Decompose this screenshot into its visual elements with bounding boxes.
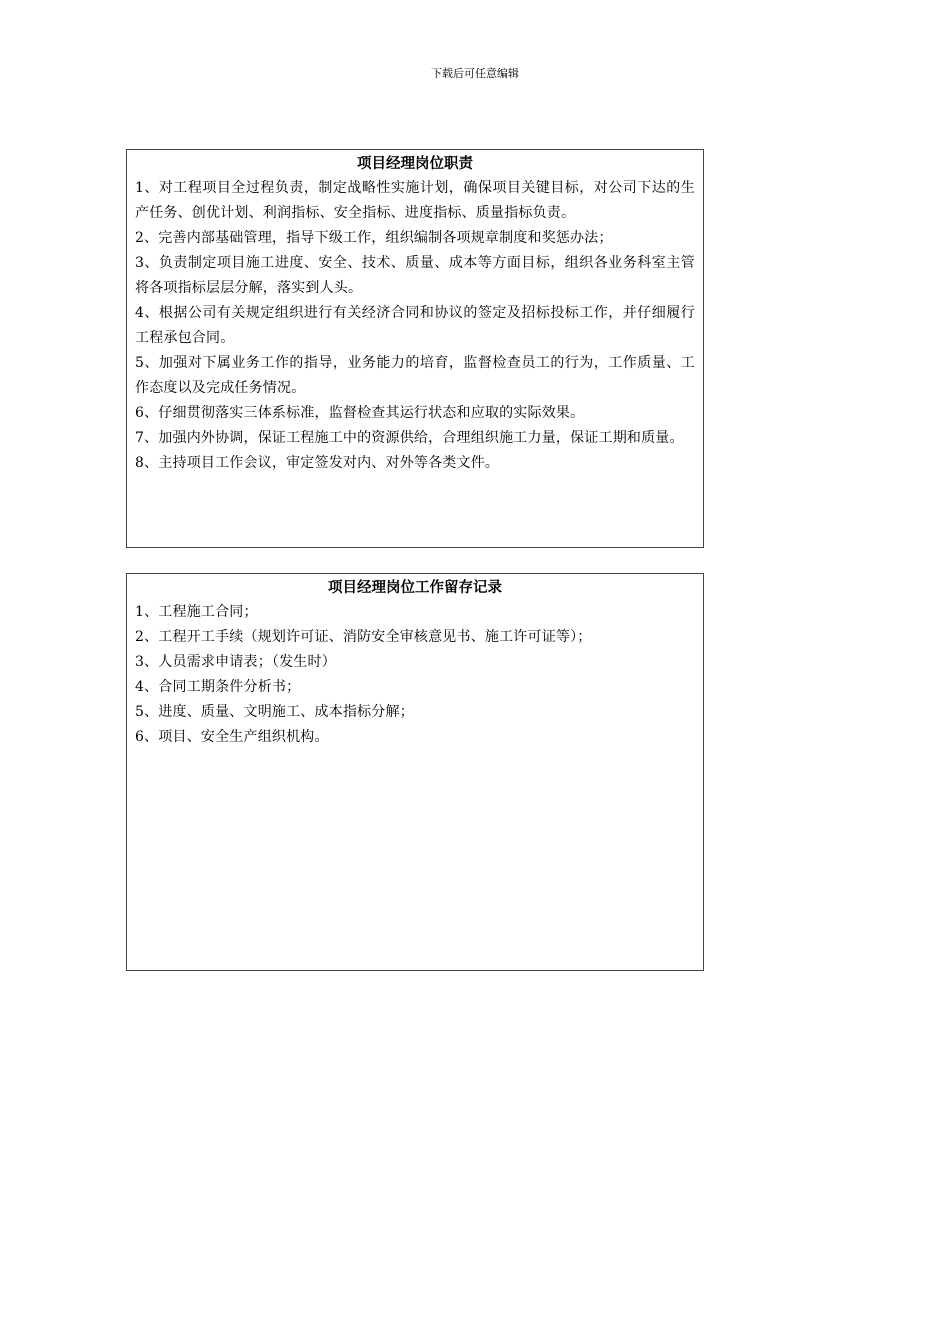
- record-item-1: 1、工程施工合同；: [135, 604, 258, 620]
- records-box: [126, 573, 704, 971]
- duty-item-2: 2、完善内部基础管理，指导下级工作，组织编制各项规章制度和奖惩办法；: [135, 230, 613, 246]
- duty-item-1: 1、对工程项目全过程负责，制定战略性实施计划，确保项目关键目标，对公司下达的生产任务、创优计划、利润指标、安全指标、进度指标、质量指标负责。: [135, 180, 695, 221]
- record-item-3: 3、人员需求申请表；（发生时）: [135, 654, 336, 670]
- records-list: [135, 600, 695, 750]
- duty-item-8: 8、主持项目工作会议，审定签发对内、对外等各类文件。: [135, 455, 500, 471]
- duty-item-4: 4、根据公司有关规定组织进行有关经济合同和协议的签定及招标投标工作，并仔细履行工程承包合同。: [135, 305, 695, 346]
- record-item-4: 4、合同工期条件分析书；: [135, 679, 301, 695]
- record-item-5: 5、进度、质量、文明施工、成本指标分解；: [135, 704, 414, 720]
- records-title: 项目经理岗位工作留存记录: [328, 579, 502, 596]
- duty-item-5: 5、加强对下属业务工作的指导，业务能力的培育，监督检查员工的行为，工作质量、工作态度以及完成任务情况。: [135, 355, 695, 396]
- header-note: 下载后可任意编辑: [431, 67, 519, 80]
- duty-item-6: 6、仔细贯彻落实三体系标准，监督检查其运行状态和应取的实际效果。: [135, 405, 585, 421]
- duties-title: 项目经理岗位职责: [357, 155, 473, 172]
- record-item-2: 2、工程开工手续（规划许可证、消防安全审核意见书、施工许可证等）；: [135, 629, 592, 645]
- duties-box: [126, 149, 704, 548]
- duty-item-3: 3、负责制定项目施工进度、安全、技术、质量、成本等方面目标，组织各业务科室主管将各项指标层层分解，落实到人头。: [135, 255, 695, 296]
- duty-item-7: 7、加强内外协调，保证工程施工中的资源供给，合理组织施工力量，保证工期和质量。: [135, 430, 684, 446]
- duties-list: [135, 176, 695, 476]
- record-item-6: 6、项目、安全生产组织机构。: [135, 729, 329, 745]
